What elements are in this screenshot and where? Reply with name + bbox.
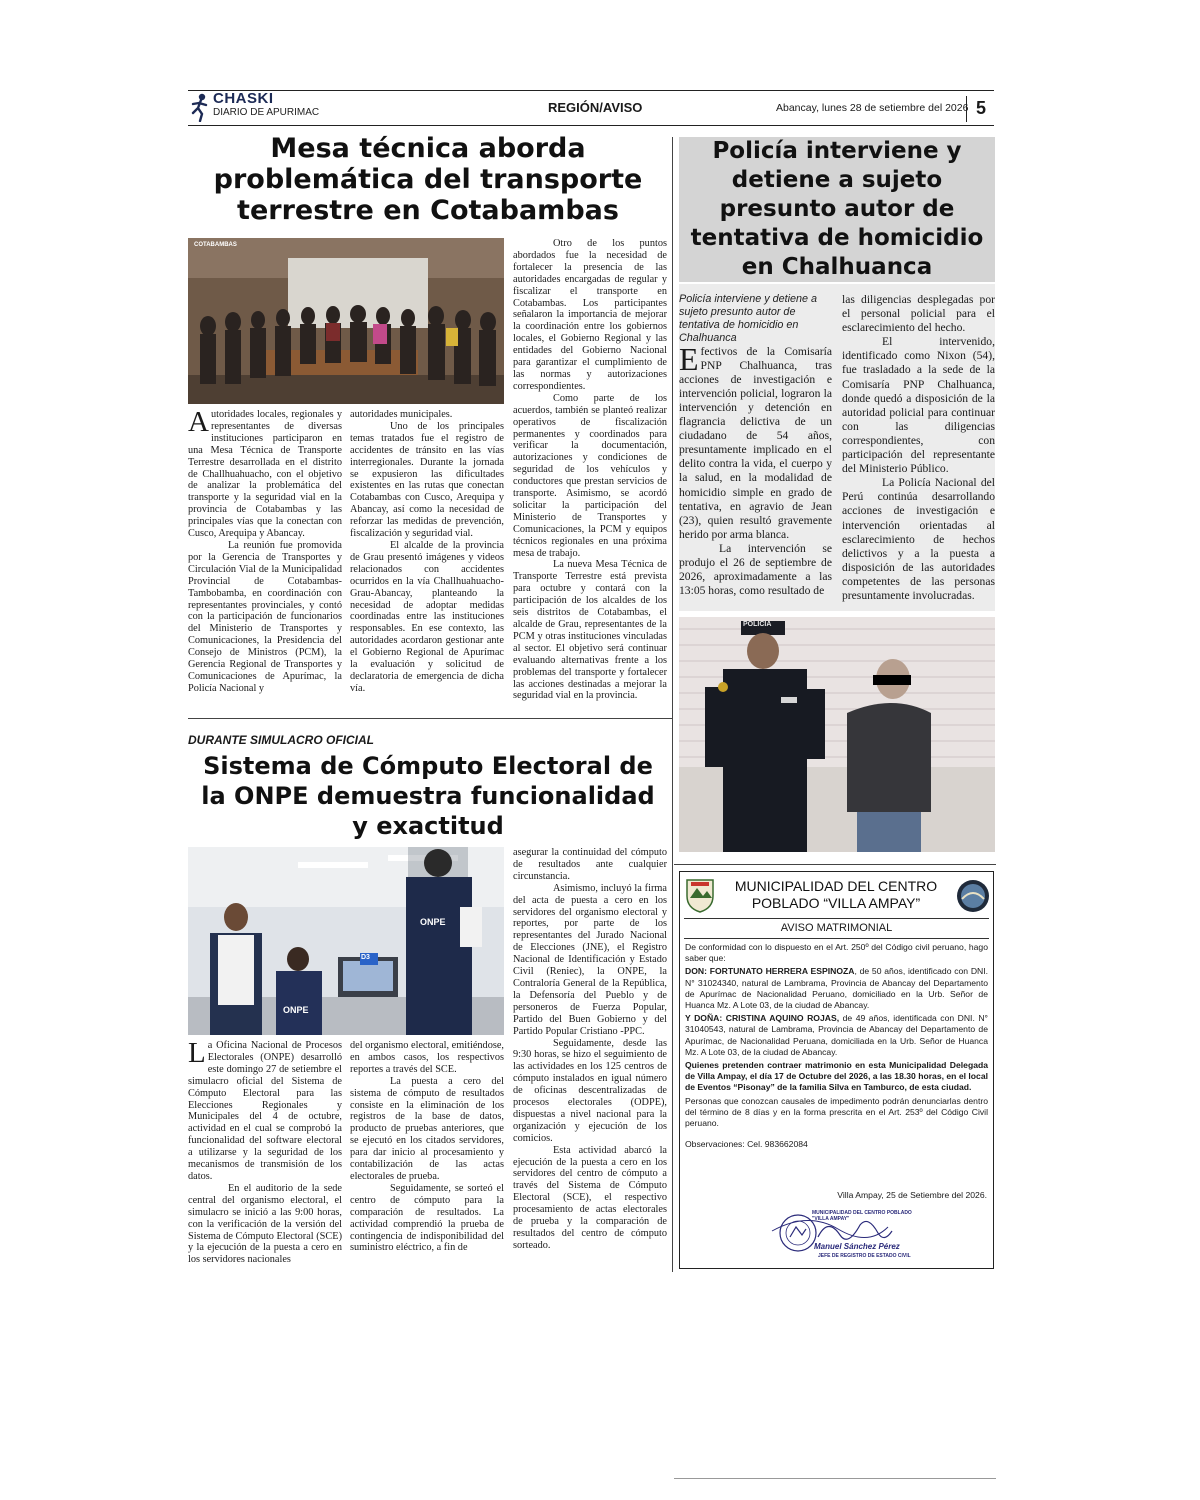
electoral-center-illustration	[188, 847, 504, 1035]
place-date: Villa Ampay, 25 de Setiembre del 2026.	[837, 1190, 987, 1200]
marriage-notice-box	[679, 871, 994, 1269]
article2-paragraph: asegurar la continuidad del cómputo de resultados ante cualquier circunstancia.	[513, 847, 667, 882]
article1-column-1	[188, 406, 342, 695]
article2-paragraph: Seguidamente, desde las 9:30 horas, se hizo el seguimiento de las actividades en los 125 centros de cómputo instalados en igual número de oficinas descentralizadas de procesos electorales (ODPE), dispuestas a nivel nacional para la organización y ejecución de los comicios.	[513, 1037, 667, 1144]
article3-paragraph: las diligencias desplegadas por el personal policial para el esclarecimiento del hecho.	[842, 293, 995, 335]
photo-watermark: COTABAMBAS	[194, 242, 237, 248]
dropcap: A	[188, 406, 209, 438]
article3-paragraph: La Policía Nacional del Perú continúa desarrollando acciones de investigación e intervención orientadas al esclarecimiento de hechos delictivos y a la puesta a disposición de las autoridades competentes de las personas presuntamente involucradas.	[842, 476, 995, 602]
aviso-rule	[684, 938, 989, 939]
chaski-logo-icon	[190, 92, 210, 122]
bride-details: de 49 años, identificada con DNI. N° 31040543, natural de Lambrama, Provincia de Abancay del Departamento de Apurímac, de Nacionalidad Peruana, domiciliada en la Urb. Señor de Huanca Mz. A Lote 03, de la ciudad de Abancay.	[685, 1013, 988, 1057]
signer-name: Manuel Sánchez Pérez	[814, 1242, 900, 1251]
bride-name: Y DOÑA: CRISTINA AQUINO ROJAS,	[685, 1013, 840, 1024]
back-label: ONPE	[420, 917, 446, 927]
article2-paragraph: Asimismo, incluyó la firma del acta de puesta a cero en los servidores del organismo electoral y reportes, por parte de los representantes del Jurado Nacional de Elecciones (JNE), el Registro Nacional de Identificación y Estado Civil (Reniec), la ONPE, la Contraloría General de la República, la Defensoría del Pueblo y de personeros de Fuerza Popular, Partido del Buen Gobierno y del Partido Popular Cristiano -PPC.	[513, 882, 667, 1037]
screen-label: D3	[361, 954, 370, 961]
article2-paragraph: Esta actividad abarcó la ejecución de la puesta a cero en los servidores del centro de cómputo a través del Sistema de Cómputo Electoral (SCE), el respectivo procesamiento de actas electorales de prueba y la comparación de resultados del centro de cómputo sorteado.	[513, 1144, 667, 1251]
article3-headline: Policía interviene y detiene a sujeto presunto autor de tentativa de homicidio en Chalhuanca	[690, 138, 984, 280]
header-top-rule	[188, 90, 994, 91]
article2-column-2	[350, 1040, 504, 1254]
article1-paragraph: El alcalde de la provincia de Grau presentó imágenes y videos relacionados con accidentes ocurridos en la vía Challhuahuacho-Grau-Abancay, planteando la necesidad de adoptar medidas coordinadas entre las instituciones responsables. En ese contexto, las autoridades acordaron gestionar ante el Gobierno Regional de Apurímac la evaluación y solicitud de declaratoria de emergencia de dicha vía.	[350, 539, 504, 694]
groom-details: , de 50 años, identificado con DNI. N° 31024340, natural de Lambrama, Provincia de Abancay del Departamento de Apurímac de Nacionalidad Peruano, domiciliado en la Urb. Señor de Huanca Mz. A Lote 03, de la ciudad de Abancay.	[685, 966, 989, 1011]
article1-column-2	[350, 409, 504, 695]
article1-headline: Mesa técnica aborda problemática del transporte terrestre en Cotabambas	[213, 133, 643, 226]
vest-label: ONPE	[283, 1005, 309, 1015]
impediment-notice: Personas que conozcan causales de impedimento podrán denunciarlas dentro del término de 8 días y en la forma prescrita en el Art. 253º del Código Civil peruano.	[685, 1095, 988, 1129]
signer-role: JEFE DE REGISTRO DE ESTADO CIVIL	[818, 1253, 911, 1259]
article2-paragraph: La puesta a cero del sistema de cómputo de resultados consiste en la eliminación de los registros de la base de datos, producto de pruebas anteriores, que se ejecutó en los citados servidores, para dar inicio al procesamiento y contabilización de las actas electorales de prueba.	[350, 1075, 504, 1182]
article-divider	[188, 718, 672, 719]
article3-column-1	[679, 293, 832, 598]
section-label: REGIÓN/AVISO	[548, 100, 643, 115]
aviso-divider	[674, 864, 996, 865]
page-number: 5	[966, 96, 995, 122]
article1-paragraph: Otro de los puntos abordados fue la necesidad de fortalecer la presencia de las autoridades encargadas de regular y fiscalizar el transporte en Cotabambas. Los participantes señalaron la importancia de mejorar la coordinación entre los gobiernos locales, el Gobierno Regional y las entidades del Gobierno Nacional para garantizar el cumplimiento de las normas y autorizaciones correspondientes.	[513, 238, 667, 392]
dropcap: L	[188, 1037, 206, 1069]
article3-lede: Policía interviene y detiene a sujeto presunto autor de tentativa de homicidio en Chalhuanca	[679, 293, 818, 344]
aviso-body	[685, 942, 988, 1151]
meeting-group-illustration	[188, 238, 504, 404]
column-divider	[672, 137, 673, 1272]
article3-photo	[679, 617, 995, 852]
article2-paragraph: a Oficina Nacional de Procesos Electorales (ONPE) desarrolló este domingo 27 de setiembre el simulacro oficial del Sistema de Cómputo Electoral para las Elecciones Regionales y Municipales del 4 de octubre, actividad en el cual se comprobó la funcionalidad del software electoral a utilizarse y la seguridad de los mecanismos de transmisión de los datos.	[188, 1040, 342, 1182]
article1-photo	[188, 238, 504, 404]
article1-paragraph: Como parte de los acuerdos, también se planteó realizar operativos de fiscalización permanentes y coordinados para verificar la documentación, autorizaciones y condiciones de seguridad de los vehículos y conductores que prestan servicios de transporte. Asimismo, se acordó solicitar la participación del Ministerio de Transportes y Comunicaciones, la PCM y equipos técnicos regionales en una próxima mesa de trabajo.	[513, 392, 667, 559]
footer-rule	[674, 1478, 996, 1479]
article2-photo	[188, 847, 504, 1035]
article3-paragraph: El intervenido, identificado como Nixon (54), fue trasladado a la sede de la Comisaría PNP Chalhuanca, donde quedó a disposición de la autoridad policial para continuar con las diligencias correspondientes, con participación del representante del Ministerio Público.	[842, 335, 995, 476]
article2-paragraph: Seguidamente, se sorteó el centro de cómputo para la comparación de resultados. La actividad comprendió la prueba de contingencia de indisponibilidad del suministro eléctrico, a fin de	[350, 1182, 504, 1254]
stamp-text: MUNICIPALIDAD DEL CENTRO POBLADO "VILLA AMPAY"	[812, 1210, 912, 1222]
article1-paragraph: utoridades locales, regionales y representantes de diversas instituciones participaron en una Mesa Técnica de Transporte Terrestre desarrollada en el distrito de Challhuahuacho, con el objetivo de analizar la problemática del transporte y la seguridad vial en la provincia de Cotabambas y las principales vías que la conectan con Cusco, Arequipa y Abancay.	[188, 409, 342, 540]
article2-column-3	[513, 847, 667, 1252]
police-detention-illustration	[679, 617, 995, 852]
article3-column-2	[842, 293, 995, 603]
groom-name: DON: FORTUNATO HERRERA ESPINOZA	[685, 966, 855, 977]
article3-paragraph: La intervención se produjo el 26 de septiembre de 2026, aproximadamente a las 13:05 horas, como resultado de	[679, 541, 832, 598]
brand-name: CHASKI	[213, 90, 274, 107]
article2-kicker: DURANTE SIMULACRO OFICIAL	[188, 733, 374, 747]
article1-paragraph: La nueva Mesa Técnica de Transporte Terrestre está prevista para octubre y contará con la participación de los alcaldes de los seis distritos de Cotabambas, el alcalde de Grau, representantes de la PCM y otras instituciones vinculadas al sector. El objetivo será continuar evaluando alternativas frente a los problemas del transporte y fortalecer las acciones destinadas a mejorar la seguridad vial en la provincia.	[513, 559, 667, 702]
aviso-intro: De conformidad con lo dispuesto en el Art. 250º del Código civil peruano, hago saber que:	[685, 942, 988, 964]
brand-subtitle: DIARIO DE APURIMAC	[213, 107, 320, 118]
globe-emblem-icon	[956, 877, 990, 915]
observations: Observaciones: Cel. 983662084	[685, 1139, 808, 1150]
aviso-title: MUNICIPALIDAD DEL CENTRO POBLADO “VILLA AMPAY”	[734, 878, 938, 911]
municipal-shield-icon	[683, 876, 717, 914]
article2-paragraph: del organismo electoral, emitiéndose, en ambos casos, los respectivos reportes a través del SCE.	[350, 1040, 504, 1075]
article1-column-3	[513, 238, 667, 702]
article2-paragraph: En el auditorio de la sede central del organismo electoral, el simulacro se inició a las 9:00 horas, con la verificación de la versión del Sistema de Cómputo Electoral (SCE) y la ejecución de la puesta a cero en los servidores nacionales	[188, 1182, 342, 1266]
article2-column-1	[188, 1037, 342, 1266]
article1-paragraph: La reunión fue promovida por la Gerencia de Transportes y Circulación Vial de la Municipalidad Provincial de Cotabambas-Tambobamba, en coordinación con representantes provinciales, y contó con la participación de funcionarios del Ministerio de Transportes y Comunicaciones, la Presidencia del Consejo de Ministros (PCM), la Gerencia Regional de Transportes y Comunicaciones de Apurímac, la Policía Nacional y	[188, 539, 342, 694]
dropcap: E	[679, 340, 699, 377]
article1-paragraph: autoridades municipales.	[350, 409, 453, 420]
aviso-rule	[684, 918, 989, 919]
aviso-subtitle: AVISO MATRIMONIAL	[780, 922, 893, 934]
article1-paragraph: Uno de los principales temas tratados fue el registro de accidentes de tránsito en las vías interregionales. Durante la jornada se expusieron las dificultades existentes en las rutas que conectan Cotabambas con Cusco, Arequipa y Abancay, así como la necesidad de reforzar las medidas de prevención, fiscalización y seguridad vial.	[350, 420, 504, 540]
ceremony-details: Quienes pretenden contraer matrimonio en esta Municipalidad Delegada de Villa Ampay, el día 17 de Octubre del 2026, a las 18.30 horas, en el local de Eventos “Pisonay” de la familia Silva en Tamburco, de esta ciudad.	[685, 1060, 988, 1093]
issue-date: Abancay, lunes 28 de setiembre del 2026	[776, 102, 969, 114]
article2-headline: Sistema de Cómputo Electoral de la ONPE demuestra funcionalidad y exactitud	[201, 752, 655, 840]
header-bottom-rule	[188, 125, 994, 126]
article3-paragraph: fectivos de la Comisaría PNP Chalhuanca, tras acciones de investigación e intervención policial, lograron la intervención y detención en flagrancia delictiva de un ciudadano de 54 años, presuntamente implicado en el delito contra la vida, el cuerpo y la salud, en la modalidad de homicidio simple en grado de tentativa, en agravio de Jean (23), quien resultó gravemente herido por arma blanca.	[679, 344, 832, 541]
cap-label: POLICIA	[743, 621, 772, 628]
